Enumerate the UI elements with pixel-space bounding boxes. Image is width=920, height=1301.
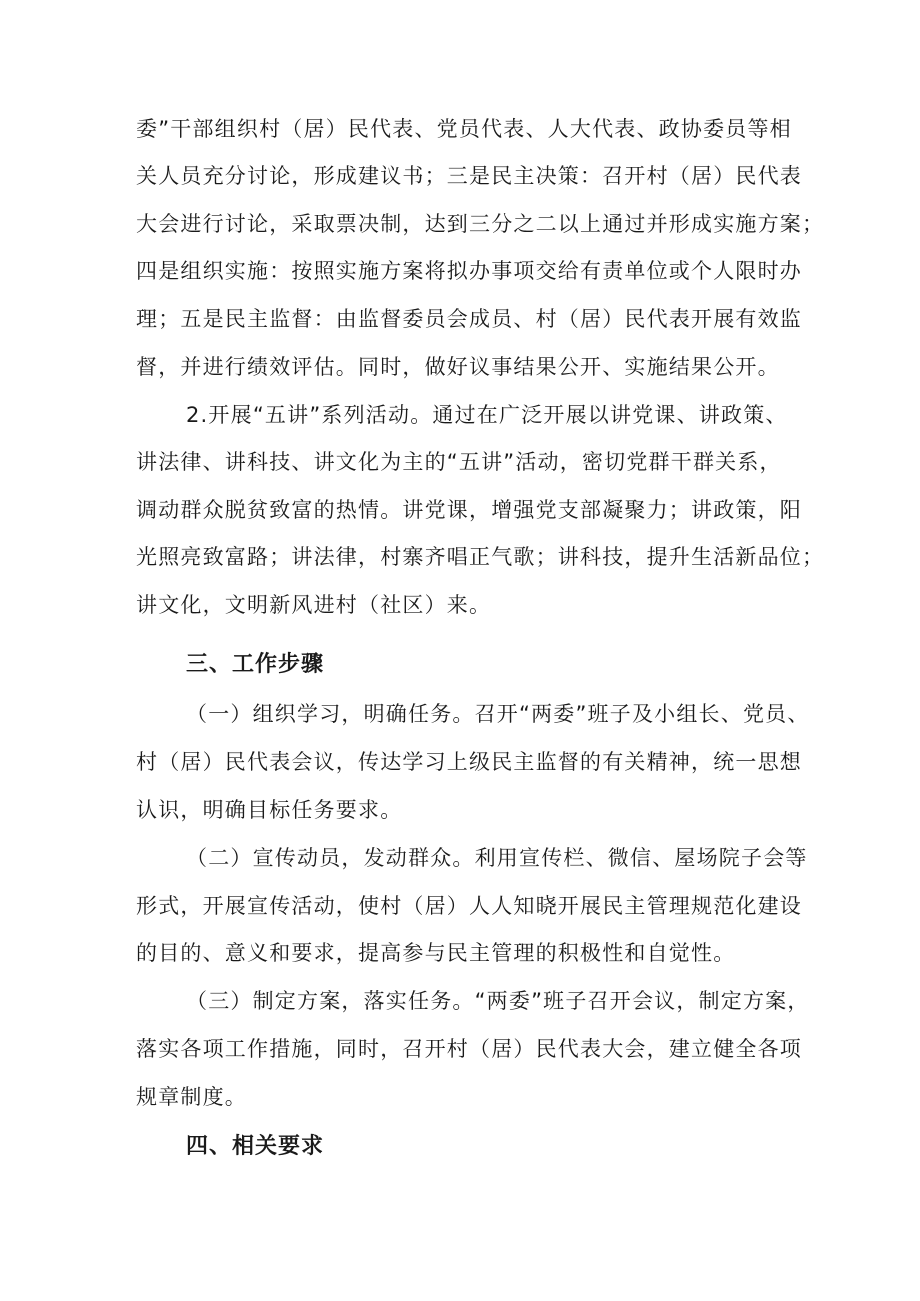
- para2-line-1: 2.开展“五讲”系列活动。通过在广泛开展以讲党课、讲政策、: [186, 403, 788, 427]
- para3-line-1: （一）组织学习，明确任务。召开“两委”班子及小组长、党员、: [186, 702, 810, 726]
- para2-line-5: 讲文化，文明新风进村（社区）来。: [136, 593, 492, 617]
- para1-line-4: 四是组织实施：按照实施方案将拟办事项交给有责单位或个人限时办: [136, 259, 802, 283]
- para3-line-2: 村（居）民代表会议，传达学习上级民主监督的有关精神，统一思想: [136, 750, 802, 774]
- para1-line-6: 督，并进行绩效评估。同时，做好议事结果公开、实施结果公开。: [136, 355, 780, 379]
- para4-line-2: 形式，开展宣传活动，使村（居）人人知晓开展民主管理规范化建设: [136, 894, 802, 918]
- section-heading-3: 三、工作步骤: [186, 652, 325, 677]
- para2-line-2: 讲法律、讲科技、讲文化为主的“五讲”活动，密切党群干群关系，: [136, 450, 782, 474]
- para4-line-3: 的目的、意义和要求，提高参与民主管理的积极性和自觉性。: [136, 941, 736, 965]
- para5-line-2: 落实各项工作措施，同时，召开村（居）民代表大会，建立健全各项: [136, 1037, 802, 1061]
- para1-line-2: 关人员充分讨论，形成建议书；三是民主决策：召开村（居）民代表: [136, 164, 802, 188]
- para1-line-3: 大会进行讨论，采取票决制，达到三分之二以上通过并形成实施方案；: [136, 212, 825, 236]
- para4-line-1: （二）宣传动员，发动群众。利用宣传栏、微信、屋场院子会等: [186, 846, 808, 870]
- para3-line-3: 认识，明确目标任务要求。: [136, 798, 403, 822]
- para2-line-4: 光照亮致富路；讲法律，村寨齐唱正气歌；讲科技，提升生活新品位；: [136, 545, 825, 569]
- para1-line-5: 理；五是民主监督：由监督委员会成员、村（居）民代表开展有效监: [136, 307, 802, 331]
- para2-line-3: 调动群众脱贫致富的热情。讲党课，增强党支部凝聚力；讲政策，阳: [136, 498, 802, 522]
- para1-line-1: 委”干部组织村（居）民代表、党员代表、人大代表、政协委员等相: [136, 117, 792, 141]
- para5-line-3: 规章制度。: [136, 1085, 247, 1109]
- section-heading-4: 四、相关要求: [186, 1134, 325, 1159]
- para5-line-1: （三）制定方案，落实任务。“两委”班子召开会议，制定方案，: [186, 989, 810, 1013]
